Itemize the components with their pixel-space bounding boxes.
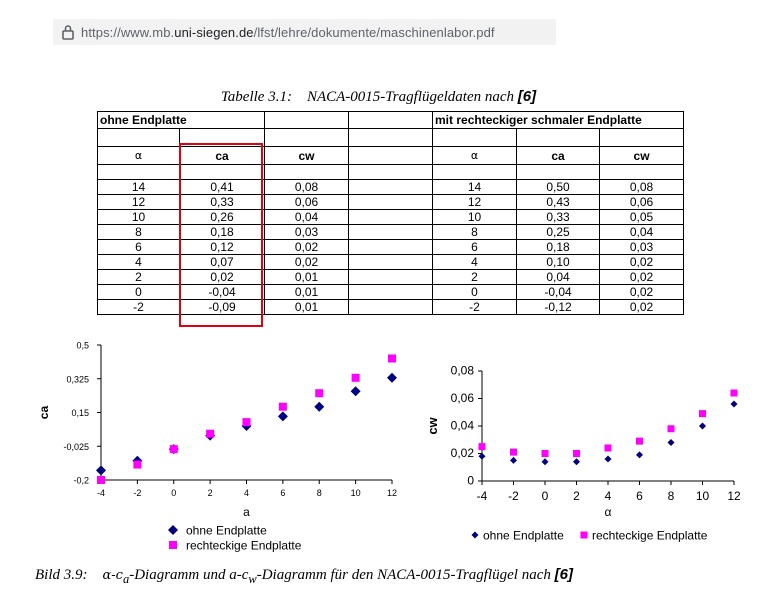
cell-cw-right: 0,06 — [600, 195, 684, 210]
point-rechteckige-endplatte — [279, 403, 287, 411]
address-bar[interactable] — [53, 19, 556, 45]
x-tick-label: -2 — [508, 489, 519, 503]
x-tick-label: 4 — [604, 489, 612, 503]
blank-cell — [349, 270, 433, 285]
figure-caption-ref: [6] — [554, 566, 573, 583]
cell-alpha-right: 6 — [433, 240, 517, 255]
cell-cw-left: 0,06 — [265, 195, 349, 210]
cell-ca-left: 0,26 — [180, 210, 265, 225]
cell-alpha-right: 10 — [433, 210, 517, 225]
blank-cell — [517, 129, 600, 147]
blank-cell — [349, 300, 433, 315]
cell-cw-left: 0,01 — [265, 270, 349, 285]
col-cw-right: cw — [600, 147, 684, 165]
x-tick-label: 0 — [541, 489, 549, 503]
point-rechteckige-endplatte — [605, 445, 612, 452]
blank-cell — [349, 225, 433, 240]
point-ohne-endplatte — [731, 401, 738, 408]
url-text[interactable] — [81, 25, 495, 40]
legend-marker — [472, 532, 479, 539]
cell-cw-right: 0,02 — [600, 285, 684, 300]
legend-marker — [168, 525, 178, 535]
cell-alpha-right: -2 — [433, 300, 517, 315]
cell-alpha-right: 14 — [433, 180, 517, 195]
x-axis-label: a — [243, 505, 250, 519]
x-tick-label: 10 — [695, 489, 710, 503]
blank-cell — [349, 285, 433, 300]
table-caption-label: Tabelle 3.1: — [220, 89, 292, 105]
col-ca-right: ca — [517, 147, 600, 165]
cell-ca-right: 0,18 — [517, 240, 600, 255]
blank-cell — [433, 165, 517, 180]
y-tick-label: -0,2 — [73, 475, 89, 486]
cell-cw-right: 0,08 — [600, 180, 684, 195]
cell-ca-right: 0,43 — [517, 195, 600, 210]
point-ohne-endplatte — [605, 456, 612, 463]
cell-ca-left: 0,41 — [180, 180, 265, 195]
x-axis-label: α — [604, 505, 612, 519]
group-right-header: mit rechteckiger schmaler Endplatte — [433, 112, 684, 129]
y-tick-label: -0,025 — [63, 441, 89, 452]
blank-cell — [98, 129, 180, 147]
header-spacer — [349, 112, 433, 129]
point-rechteckige-endplatte — [315, 389, 323, 397]
point-rechteckige-endplatte — [243, 418, 251, 426]
blank-cell — [349, 129, 433, 147]
point-rechteckige-endplatte — [388, 355, 396, 363]
col-cw-left: cw — [265, 147, 349, 165]
cell-alpha-left: 4 — [98, 255, 180, 270]
cell-ca-left: 0,33 — [180, 195, 265, 210]
legend-label: rechteckige Endplatte — [592, 528, 708, 543]
x-tick-label: 12 — [386, 488, 398, 498]
table-caption-text: NACA-0015-Tragflügeldaten nach — [306, 89, 515, 105]
point-ohne-endplatte — [542, 458, 549, 465]
point-rechteckige-endplatte — [170, 445, 178, 453]
cell-alpha-left: 6 — [98, 240, 180, 255]
cell-alpha-left: 10 — [98, 210, 180, 225]
legend-label: ohne Endplatte — [483, 528, 564, 543]
cell-ca-right: -0,04 — [517, 285, 600, 300]
x-tick-label: 6 — [636, 489, 643, 503]
cell-alpha-left: 0 — [98, 285, 180, 300]
x-tick-label: 8 — [316, 488, 322, 498]
cell-cw-right: 0,02 — [600, 255, 684, 270]
x-tick-label: 0 — [171, 488, 177, 498]
y-axis-label: cw — [425, 417, 440, 435]
cell-ca-right: 0,04 — [517, 270, 600, 285]
figure-caption-sub2: w — [248, 572, 257, 586]
point-rechteckige-endplatte — [133, 461, 141, 469]
group-left-header: ohne Endplatte — [98, 112, 265, 129]
cell-cw-right: 0,02 — [600, 300, 684, 315]
blank-cell — [600, 129, 684, 147]
figure-caption-sub1: a — [122, 572, 130, 586]
url-prefix: https://www.mb. — [81, 24, 175, 40]
point-ohne-endplatte — [636, 451, 643, 458]
cell-cw-left: 0,02 — [265, 240, 349, 255]
table-caption — [0, 88, 757, 106]
point-rechteckige-endplatte — [510, 449, 517, 456]
x-tick-label: 12 — [727, 489, 741, 503]
cell-ca-right: -0,12 — [517, 300, 600, 315]
cell-alpha-right: 12 — [433, 195, 517, 210]
point-ohne-endplatte — [699, 423, 706, 430]
y-tick-label: 0,15 — [71, 408, 89, 418]
x-tick-label: 10 — [350, 488, 361, 498]
point-ohne-endplatte — [387, 373, 397, 383]
y-tick-label: 0,5 — [76, 340, 89, 351]
cell-ca-left: 0,18 — [180, 225, 265, 240]
y-tick-label: 0,04 — [450, 418, 474, 433]
cell-alpha-left: 8 — [98, 225, 180, 240]
point-rechteckige-endplatte — [97, 476, 105, 484]
point-rechteckige-endplatte — [636, 438, 643, 445]
blank-cell — [98, 165, 180, 180]
blank-cell — [265, 129, 349, 147]
cell-ca-left: -0,04 — [180, 285, 265, 300]
legend-marker — [169, 541, 177, 549]
y-tick-label: 0,325 — [66, 374, 89, 385]
table-group-header-row — [98, 112, 684, 129]
cell-cw-left: 0,02 — [265, 255, 349, 270]
col-alpha-left: α — [98, 147, 180, 165]
blank-cell — [349, 165, 433, 180]
blank-cell — [349, 210, 433, 225]
x-tick-label: -4 — [476, 489, 488, 503]
cell-ca-right: 0,10 — [517, 255, 600, 270]
point-ohne-endplatte — [96, 465, 106, 475]
point-ohne-endplatte — [573, 458, 580, 465]
figure-caption-part1: α-c — [102, 568, 123, 583]
cell-ca-right: 0,50 — [517, 180, 600, 195]
blank-cell — [349, 240, 433, 255]
x-tick-label: 8 — [667, 489, 675, 503]
blank-cell — [517, 165, 600, 180]
col-alpha-right: α — [433, 147, 517, 165]
cell-alpha-right: 4 — [433, 255, 517, 270]
cell-cw-left: 0,01 — [265, 300, 349, 315]
x-tick-label: 6 — [280, 488, 286, 498]
cell-cw-left: 0,01 — [265, 285, 349, 300]
blank-cell — [349, 180, 433, 195]
y-tick-label: 0,02 — [450, 446, 474, 460]
ca-column-highlight — [179, 143, 263, 327]
blank-cell — [349, 147, 433, 165]
cell-cw-right: 0,04 — [600, 225, 684, 240]
cell-alpha-left: 2 — [98, 270, 180, 285]
point-rechteckige-endplatte — [542, 450, 549, 457]
cell-cw-left: 0,04 — [265, 210, 349, 225]
point-rechteckige-endplatte — [352, 374, 360, 382]
y-axis-label: ca — [37, 405, 51, 420]
cell-alpha-left: 12 — [98, 195, 180, 210]
cell-ca-right: 0,25 — [517, 225, 600, 240]
lock-icon[interactable] — [55, 19, 81, 45]
col-ca-left: ca — [180, 147, 265, 165]
cell-cw-left: 0,08 — [265, 180, 349, 195]
url-domain: uni-siegen.de — [174, 24, 254, 40]
cell-ca-left: -0,09 — [180, 300, 265, 315]
point-rechteckige-endplatte — [206, 430, 214, 438]
x-tick-label: -4 — [96, 488, 106, 498]
x-tick-label: -2 — [133, 488, 142, 498]
legend-label: ohne Endplatte — [186, 523, 267, 538]
cell-cw-right: 0,02 — [600, 270, 684, 285]
cw-alpha-chart — [415, 355, 745, 575]
ca-alpha-chart — [0, 335, 400, 560]
blank-cell — [600, 165, 684, 180]
cell-cw-right: 0,03 — [600, 240, 684, 255]
table-caption-ref: [6] — [517, 88, 537, 105]
figure-caption — [35, 566, 573, 587]
point-rechteckige-endplatte — [699, 410, 706, 417]
y-tick-label: 0,06 — [450, 391, 474, 405]
cell-alpha-right: 0 — [433, 285, 517, 300]
figure-caption-text: -Diagramm für den NACA-0015-Tragflügel nach — [256, 567, 551, 583]
point-rechteckige-endplatte — [668, 425, 675, 432]
point-rechteckige-endplatte — [479, 443, 486, 450]
point-ohne-endplatte — [314, 402, 324, 412]
x-tick-label: 4 — [243, 488, 250, 498]
cell-alpha-left: -2 — [98, 300, 180, 315]
blank-cell — [433, 129, 517, 147]
point-rechteckige-endplatte — [573, 450, 580, 457]
y-tick-label: 0,08 — [450, 363, 474, 378]
figure-caption-label: Bild 3.9: — [35, 567, 88, 583]
point-ohne-endplatte — [278, 411, 288, 421]
x-tick-label: 2 — [207, 488, 213, 498]
x-tick-label: 2 — [573, 489, 580, 503]
cell-alpha-right: 2 — [433, 270, 517, 285]
point-ohne-endplatte — [668, 439, 675, 446]
cell-alpha-right: 8 — [433, 225, 517, 240]
point-ohne-endplatte — [351, 386, 361, 396]
figure-caption-part2: -Diagramm und a-c — [129, 567, 249, 583]
cell-ca-left: 0,07 — [180, 255, 265, 270]
legend-label: rechteckige Endplatte — [186, 538, 302, 553]
y-tick-label: 0 — [467, 473, 474, 488]
blank-cell — [349, 195, 433, 210]
cell-cw-right: 0,05 — [600, 210, 684, 225]
cell-cw-left: 0,03 — [265, 225, 349, 240]
point-ohne-endplatte — [510, 457, 517, 464]
url-path: /lfst/lehre/dokumente/maschinenlabor.pdf — [253, 24, 495, 40]
cell-ca-right: 0,33 — [517, 210, 600, 225]
header-spacer — [265, 112, 349, 129]
blank-cell — [265, 165, 349, 180]
cell-ca-left: 0,02 — [180, 270, 265, 285]
point-rechteckige-endplatte — [731, 390, 738, 397]
cell-ca-left: 0,12 — [180, 240, 265, 255]
cell-alpha-left: 14 — [98, 180, 180, 195]
blank-cell — [349, 255, 433, 270]
legend-marker — [581, 532, 588, 539]
